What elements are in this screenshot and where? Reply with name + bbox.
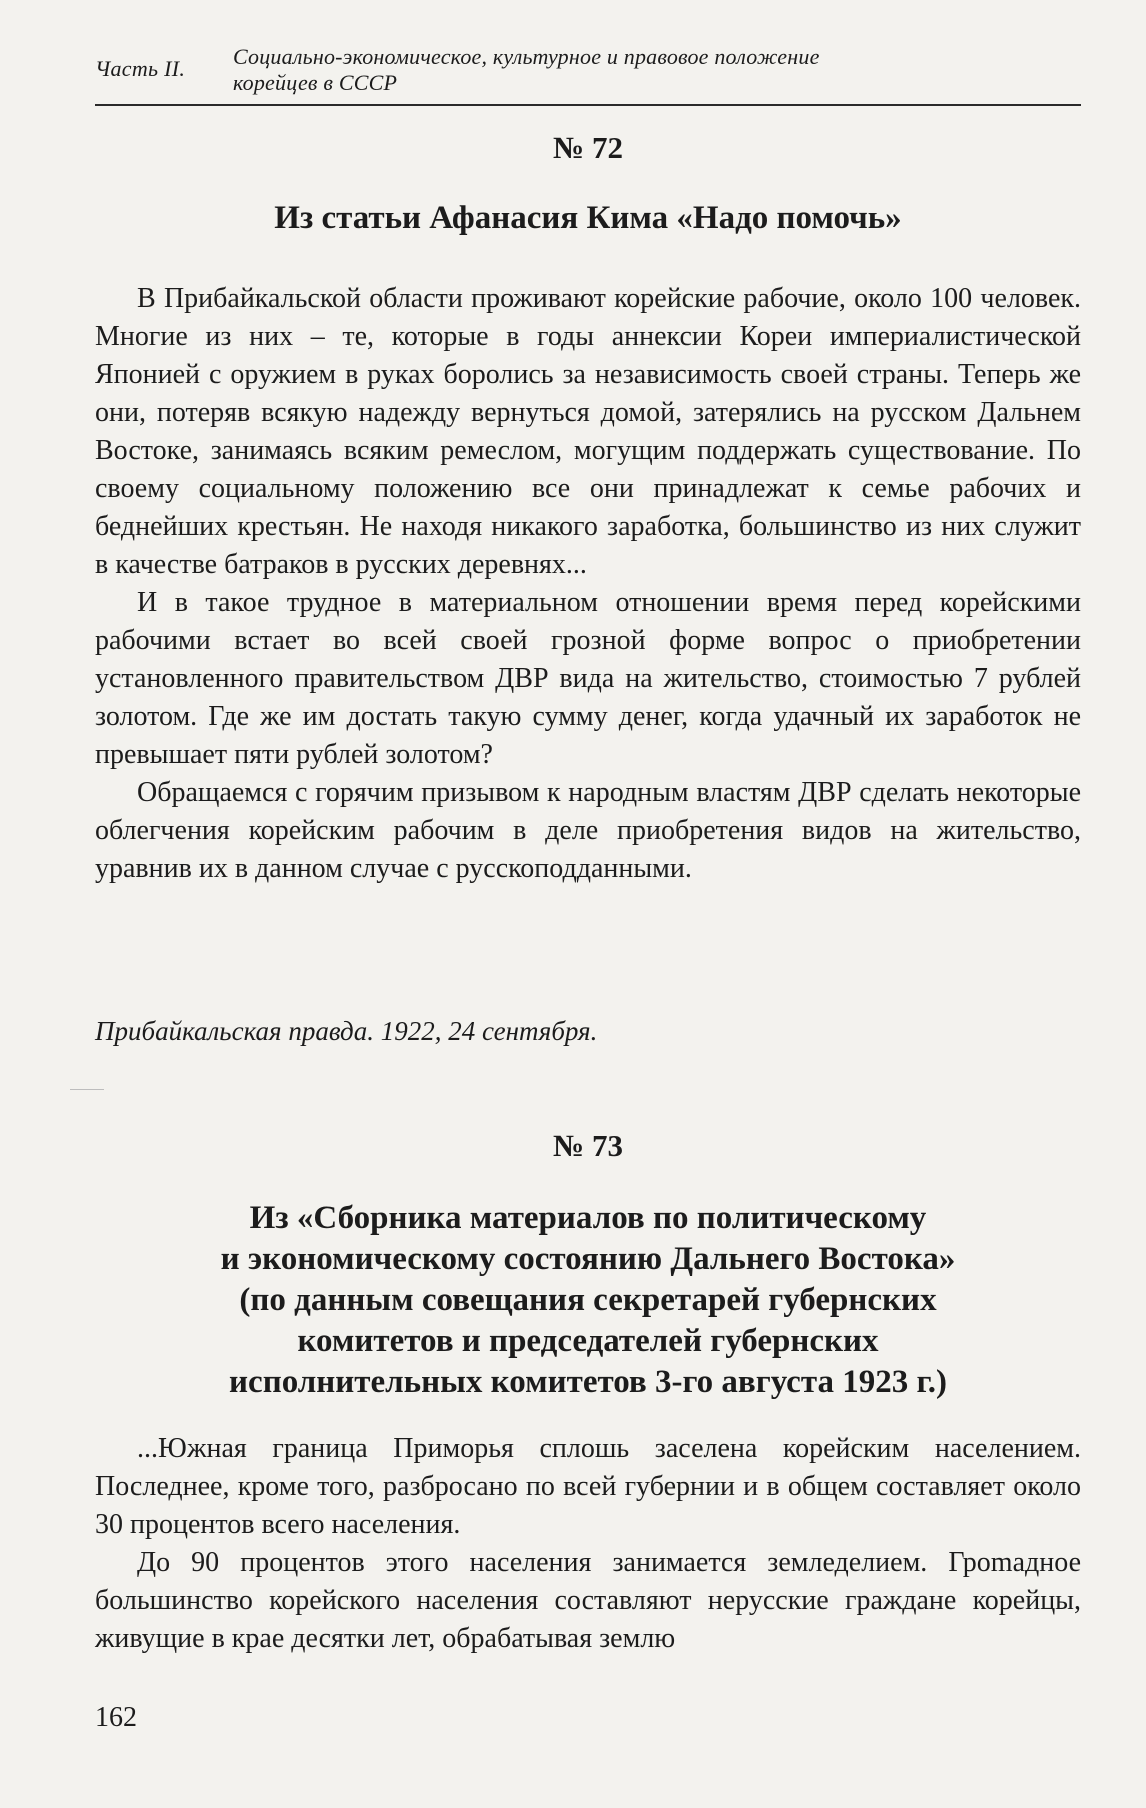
doc-73-title-line-2: и экономическому состоянию Дальнего Востока» — [220, 1241, 956, 1277]
doc-72-body — [95, 280, 1081, 888]
doc-73-title-line-4: комитетов и председателей губернских — [297, 1323, 879, 1359]
header-section-title — [233, 44, 820, 96]
doc-73-paragraph-2: До 90 процентов этого населения занимается земледелием. Гроmадное большинство корейского населения составляют нерусские граждане корейцы, живущие в крае десятки лет, обрабатывая землю — [95, 1547, 1081, 1654]
scan-mark — [70, 1089, 104, 1090]
doc-72-paragraph-2: И в такое трудное в материальном отношении время перед корейскими рабочими встает во всей своей грозной форме вопрос о приобретении установленного правительством ДВР вида на жительство, стоимостью 7 рублей золотом. Где же им достать такую сумму денег, когда удачный их заработок не превышает пяти рублей золотом? — [95, 587, 1081, 770]
doc-73-paragraph-1: ...Южная граница Приморья сплошь заселена корейским населением. Последнее, кроме того, разбросано по всей губернии и в общем составляет около 30 процентов всего населения. — [95, 1433, 1081, 1540]
doc-72-title-line: Из статьи Афанасия Кима «Надо помочь» — [274, 200, 902, 236]
doc-73-title — [95, 1198, 1081, 1403]
header-part-label: Часть II. — [95, 56, 186, 81]
doc-72-paragraph-1: В Прибайкальской области проживают корейские рабочие, около 100 человек. Многие из них – те, которые в годы аннексии Кореи империалистической Японией с оружием в руках боролись за независимость своей страны. Теперь же они, потеряв всякую надежду вернуться домой, затерялись на русском Дальнем Востоке, занимаясь всяким ремеслом, могущим поддержать существование. По своему социальному положению все они принадлежат к семье рабочих и беднейших крестьян. Не находя никакого заработка, большинство из них служит в качестве батраков в русских деревнях... — [95, 283, 1081, 580]
running-header — [95, 44, 1081, 102]
doc-73-number: № 73 — [553, 1128, 623, 1163]
doc-72-source: Прибайкальская правда. 1922, 24 сентября. — [95, 1016, 598, 1046]
doc-73-title-line-1: Из «Сборника материалов по политическому — [249, 1200, 927, 1236]
header-rule — [95, 104, 1081, 106]
doc-73-title-line-3: (по данным совещания секретарей губернских — [239, 1282, 937, 1318]
header-title-line1: Социально-экономическое, культурное и правовое положение — [233, 44, 820, 69]
doc-72-title — [95, 198, 1081, 239]
doc-72-number: № 72 — [553, 130, 623, 165]
header-title-line2: корейцев в СССР — [233, 70, 398, 95]
page-number: 162 — [95, 1702, 137, 1733]
doc-72-paragraph-3: Обращаемся с горячим призывом к народным властям ДВР сделать некоторые облегчения корейским рабочим в деле приобретения видов на жительство, уравнив их в данном случае с русскоподданными. — [95, 777, 1081, 884]
doc-73-title-line-5: исполнительных комитетов 3-го августа 1923 г.) — [229, 1364, 947, 1400]
doc-73-body — [95, 1430, 1081, 1658]
